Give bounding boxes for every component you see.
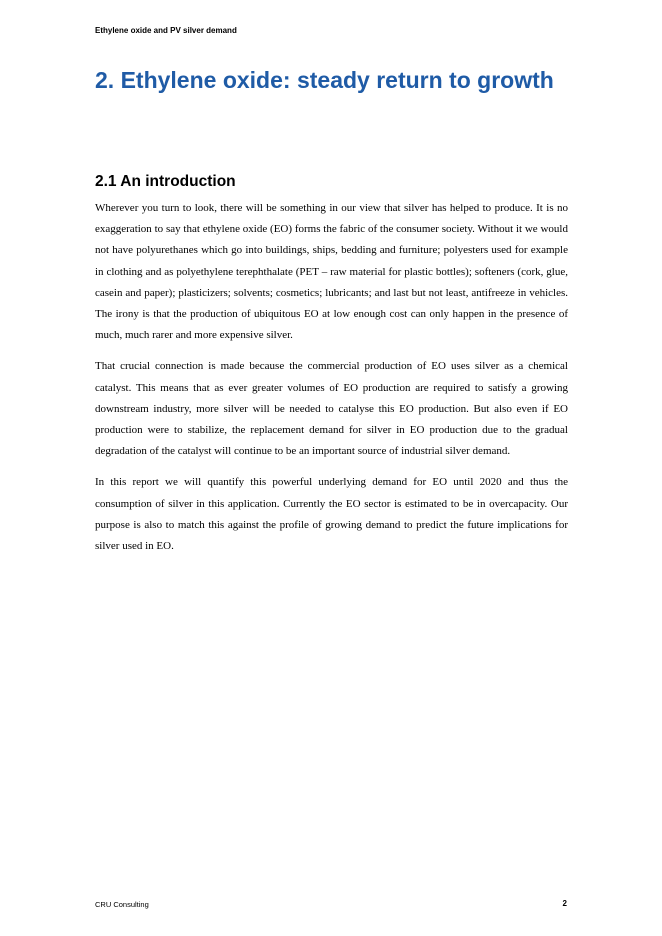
paragraph-1: Wherever you turn to look, there will be something in our view that silver has helped to produce. It is no exaggeration to say that ethylene oxide (EO) forms the fabric of the consumer society. Without it we would not have polyurethanes which go into buildings, ships, bedding and furniture; polyesters used for example in clothing and as polyethylene terephthalate (PET – raw material for plastic bottles); softeners (cork, glue, casein and paper); plasticizers; solvents; cosmetics; lubricants; and last but not least, antifreeze in vehicles. The irony is that the production of ubiquitous EO at low enough cost can only happen in the presence of much, much rarer and more expensive silver. — [95, 202, 568, 342]
page-number: 2 — [562, 899, 567, 908]
chapter-title: 2. Ethylene oxide: steady return to growth — [95, 67, 554, 93]
body-text — [95, 198, 568, 567]
paragraph-2: That crucial connection is made because the commercial production of EO uses silver as a chemical catalyst. This means that as ever greater volumes of EO production are required to satisfy a growing downstream industry, more silver will be needed to catalyse this EO production. But also even if EO production were to stabilize, the replacement demand for silver in EO production due to the gradual degradation of the catalyst will continue to be an important source of industrial silver demand. — [95, 360, 568, 458]
running-header: Ethylene oxide and PV silver demand — [95, 26, 237, 35]
section-title: 2.1 An introduction — [95, 173, 236, 190]
paragraph-3: In this report we will quantify this powerful underlying demand for EO until 2020 and thus the consumption of silver in this application. Currently the EO sector is estimated to be in overcapacity. Our purpose is also to match this against the profile of growing demand to predict the future implications for silver used in EO. — [95, 476, 568, 553]
footer-company: CRU Consulting — [95, 900, 149, 909]
